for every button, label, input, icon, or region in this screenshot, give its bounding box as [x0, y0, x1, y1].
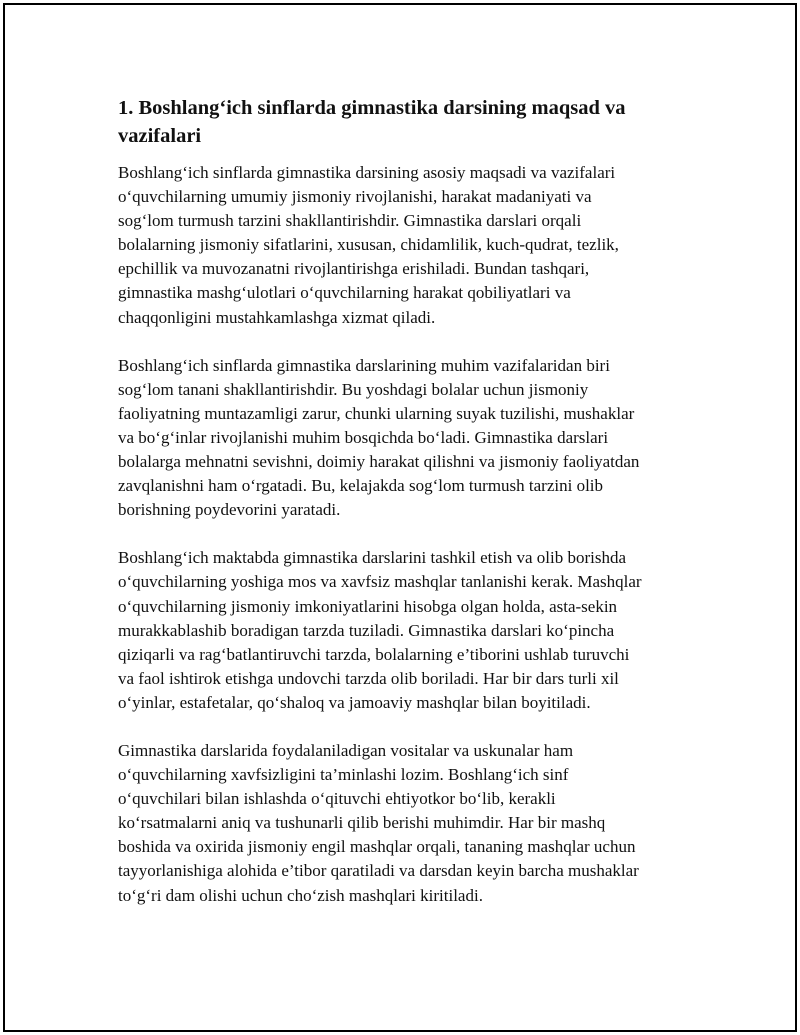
section-heading: 1. Boshlang‘ich sinflarda gimnastika darsining maqsad va vazifalari — [118, 97, 626, 147]
paragraph-3: Boshlang‘ich maktabda gimnastika darslarini tashkil etish va olib borishda o‘quvchilarning yoshiga mos va xavfsiz mashqlar tanlanishi kerak. Mashqlar o‘quvchilarning jismoniy imkoniyatlarini hisobga olgan holda, asta-sekin murakkablashib boradigan tarzda tuziladi. Gimnastika darslari ko‘pincha qiziqarli va rag‘batlantiruvchi tarzda, bolalarning e’tiborini ushlab turuvchi va faol ishtirok etishga undovchi tarzda olib boriladi. Har bir dars turli xil o‘yinlar, estafetalar, qo‘shaloq va jamoaviy mashqlar bilan boyitiladi. — [118, 548, 642, 712]
paragraph-2: Boshlang‘ich sinflarda gimnastika darslarining muhim vazifalaridan biri sog‘lom tanani shakllantirishdir. Bu yoshdagi bolalar uchun jismoniy faoliyatning muntazamligi zarur, chunki ularning suyak tuzilishi, mushaklar va bo‘g‘inlar rivojlanishi muhim bosqichda bo‘ladi. Gimnastika darslari bolalarga mehnatni sevishni, doimiy harakat qilishni va jismoniy faoliyatdan zavqlanishni ham o‘rgatadi. Bu, kelajakda sog‘lom turmush tarzini olib borishning poydevorini yaratadi. — [118, 355, 640, 520]
paragraph-1: Boshlang‘ich sinflarda gimnastika darsining asosiy maqsadi va vazifalari o‘quvchilarning umumiy jismoniy rivojlanishi, harakat madaniyati va sog‘lom turmush tarzini shakllantirishdir. Gimnastika darslari orqali bolalarning jismoniy sifatlarini, xususan, chidamlilik, kuch-qudrat, tezlik, epchillik va muvozanatni rivojlantirishga erishiladi. Bundan tashqari, gimnastika mashg‘ulotlari o‘quvchilarning harakat qobiliyatlari va chaqqonligini mustahkamlashga xizmat qiladi. — [118, 163, 619, 327]
paragraph-4: Gimnastika darslarida foydalaniladigan vositalar va uskunalar ham o‘quvchilarning xavfsizligini ta’minlashi lozim. Boshlang‘ich sinf o‘quvchilari bilan ishlashda o‘qituvchi ehtiyotkor bo‘lib, kerakli ko‘rsatmalarni aniq va tushunarli qilib berishi muhimdir. Har bir mashq boshida va oxirida jismoniy engil mashqlar orqali, tananing mashqlar uchun tayyorlanishiga alohida e’tibor qaratiladi va darsdan keyin barcha mushaklar to‘g‘ri dam olishi uchun cho‘zish mashqlari kiritiladi. — [118, 740, 639, 905]
document-body — [118, 94, 692, 932]
